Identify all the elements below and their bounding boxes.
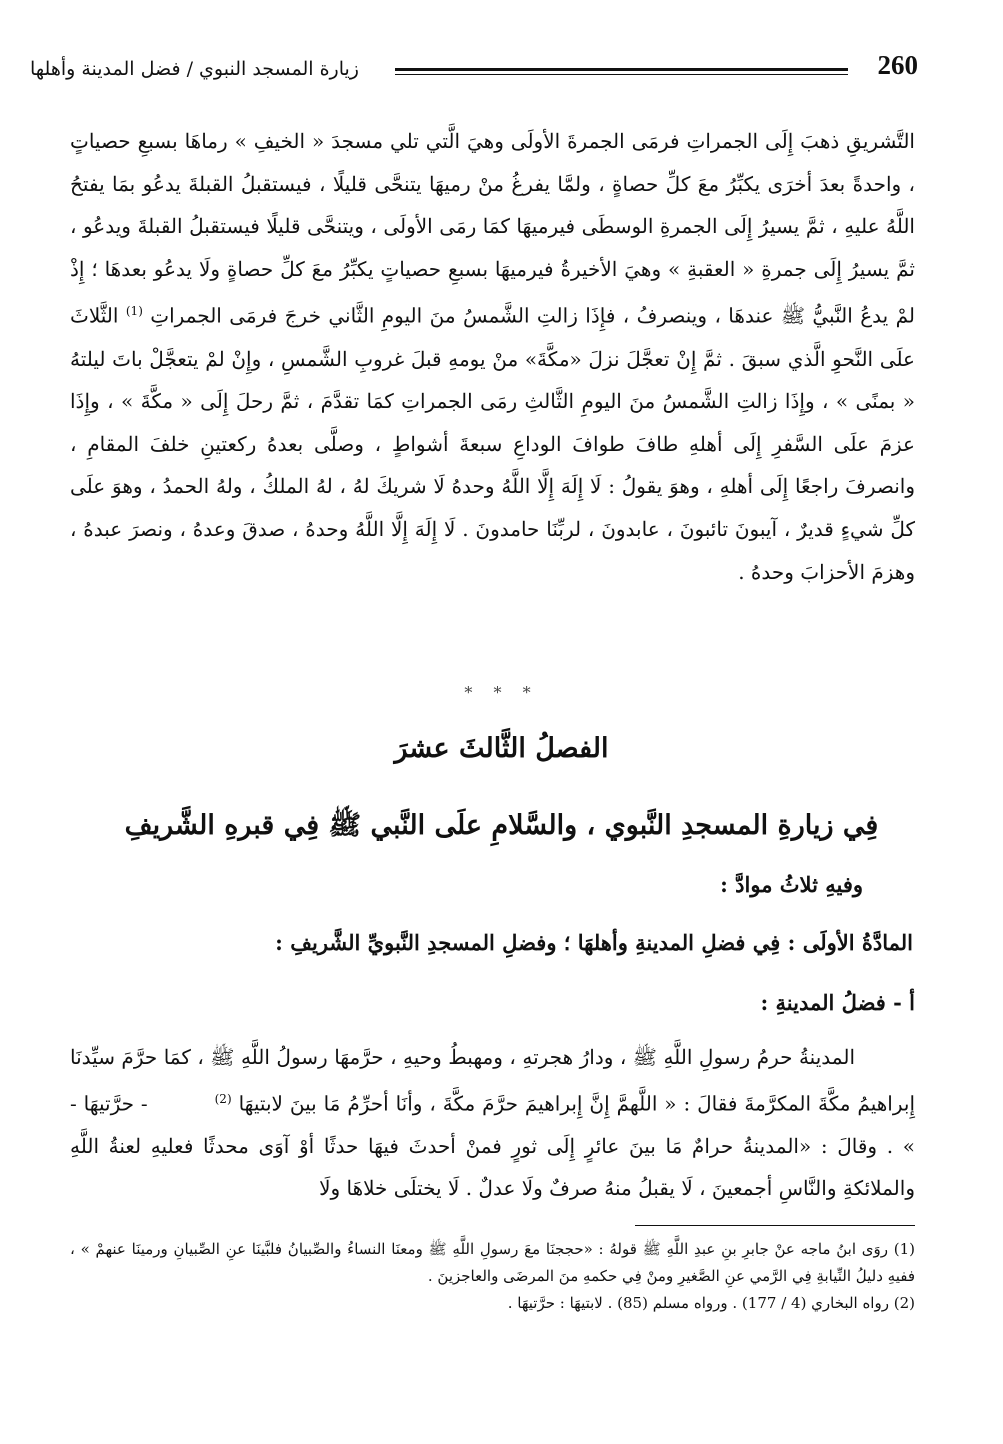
chapter-title: الفصلُ الثَّالثَ عشرَ <box>394 733 609 764</box>
section-separator: * * * <box>464 683 539 702</box>
page-header <box>30 50 918 90</box>
footnote-1-text: روَى ابنُ ماجه عنْ جابرِ بنِ عبدِ اللَّهِ ﷺ قولهُ : «حججنَا معَ رسولِ اللَّهِ ﷺ ومعنَا النساءُ والصِّبيانُ فلبَّينَا عنِ الصِّبيانِ ورمينَا عنهمْ » ، ففيهِ دليلُ النِّيابةِ فِي الرَّمي عنِ الصَّغيرِ ومنْ فِي حكمهِ منَ المرضَى والعاجزينَ . <box>70 1240 915 1285</box>
article-one-heading: المادَّةُ الأولَى : فِي فضلِ المدينةِ وأهلهَا ؛ وفضلِ المسجدِ النَّبويِّ الشَّريفِ : <box>275 930 913 955</box>
chapter-contents-line: وفيهِ ثلاثُ موادَّ : <box>720 872 863 897</box>
footnote-1 <box>70 1236 915 1290</box>
paragraph-text-part2: الثَّلاثَ علَى النَّحوِ الَّذي سبقَ . ثمَّ إِنْ تعجَّلَ نزلَ «مكَّةَ» منْ يومهِ قبلَ غروبِ الشَّمسِ ، وإِنْ لمْ يتعجَّلْ باتَ ليلتهُ « بمنًى » ، وإِذَا زالتِ الشَّمسُ منَ اليومِ الثَّالثِ رمَى الجمراتِ كمَا تقدَّمَ ، ثمَّ رحلَ إِلَى « مكَّةَ » ، وإِذَا عزمَ علَى السَّفرِ إِلَى أهلهِ طافَ طوافَ الوداعِ سبعةَ أشواطٍ ، وصلَّى بعدهُ ركعتينِ خلفَ المقامِ ، وانصرفَ راجعًا إِلَى أهلهِ ، وهوَ يقولُ : لَا إِلَهَ إِلَّا اللَّهُ وحدهُ لَا شريكَ لهُ ، لهُ الملكُ ، ولهُ الحمدُ ، وهوَ علَى كلِّ شيءٍ قديرٌ ، آيبونَ تائبونَ ، عابدونَ ، لربِّنَا حامدونَ . لَا إِلَهَ إِلَّا اللَّهُ وحدهُ ، صدقَ وعدهُ ، ونصرَ عبدهُ ، وهزمَ الأحزابَ وحدهُ . <box>70 304 915 584</box>
running-title: زيارة المسجد النبوي / فضل المدينة وأهلها <box>30 58 359 80</box>
footnote-2-text: رواه البخاري (4 / 177) . ورواه مسلم (85) . لابتيهَا : حرَّتيهَا . <box>507 1294 889 1312</box>
footnote-ref-1[interactable]: (1) <box>125 304 143 319</box>
madina-paragraph <box>70 1036 915 1209</box>
footnote-2-number: (2) <box>893 1294 915 1312</box>
header-rule-thin <box>395 74 848 75</box>
footnote-ref-2[interactable]: (2) <box>214 1092 232 1106</box>
page-number: 260 <box>877 50 918 80</box>
footnote-1-number: (1) <box>893 1240 915 1258</box>
paragraph-text-part1: التَّشريقِ ذهبَ إِلَى الجمراتِ فرمَى الجمرةَ الأولَى وهيَ الَّتي تلي مسجدَ « الخيفِ » رماهَا بسبعِ حصياتٍ ، واحدةً بعدَ أخرَى يكبِّرُ معَ كلِّ حصاةٍ ، ولمَّا يفرغُ منْ رميهَا يتنحَّى قليلًا ، فيستقبلُ القبلةَ يدعُو بمَا يفتحُ اللَّهُ عليهِ ، ثمَّ يسيرُ إِلَى الجمرةِ الوسطَى فيرميهَا كمَا رمَى الأولَى ، ويتنحَّى قليلًا فيستقبلُ القبلةَ ويدعُو ، ثمَّ يسيرُ إِلَى جمرةِ « العقبةِ » وهيَ الأخيرةُ فيرميهَا بسبعِ حصياتٍ يكبِّرُ معَ كلِّ حصاةٍ ولَا يدعُو بعدهَا ؛ إِذْ لمْ يدعُ النَّبيُّ ﷺ عندهَا ، وينصرفُ ، فإِذَا زالتِ الشَّمسُ منَ اليومِ الثَّاني خرجَ فرمَى الجمراتِ <box>70 129 916 329</box>
section-a-heading: أ - فضلُ المدينةِ : <box>760 990 915 1015</box>
footnotes <box>70 1236 915 1317</box>
madina-text-part2: - حرَّتيهَا - » . وقالَ : «المدينةُ حرامٌ مَا بينَ عائرٍ إِلَى ثورٍ فمنْ أحدثَ فيهَا حدثًا أوْ آوَى محدثًا فعليهِ لعنةُ اللَّهِ والملائكةِ والنَّاسِ أجمعينَ ، لَا يقبلُ منهُ صرفٌ ولَا عدلٌ . لَا يختلَى خلاهَا ولَا <box>70 1091 915 1200</box>
main-paragraph <box>70 120 915 593</box>
chapter-subtitle: فِي زيارةِ المسجدِ النَّبوي ، والسَّلامِ علَى النَّبي ﷺ فِي قبرهِ الشَّريفِ <box>124 810 879 841</box>
footnote-rule <box>635 1225 915 1226</box>
madina-text-part1: المدينةُ حرمُ رسولِ اللَّهِ ﷺ ، ودارُ هجرتهِ ، ومهبطُ وحيهِ ، حرَّمهَا رسولُ اللَّهِ ﷺ ، كمَا حرَّمَ سيِّدنَا إِبراهيمُ مكَّةَ المكرَّمةَ فقالَ : « اللَّهمَّ إِنَّ إِبراهيمَ حرَّمَ مكَّةَ ، وأنَا أحرِّمُ مَا بينَ لابتيهَا <box>70 1045 916 1116</box>
footnote-2 <box>70 1290 915 1317</box>
header-rule-thick <box>395 68 848 71</box>
